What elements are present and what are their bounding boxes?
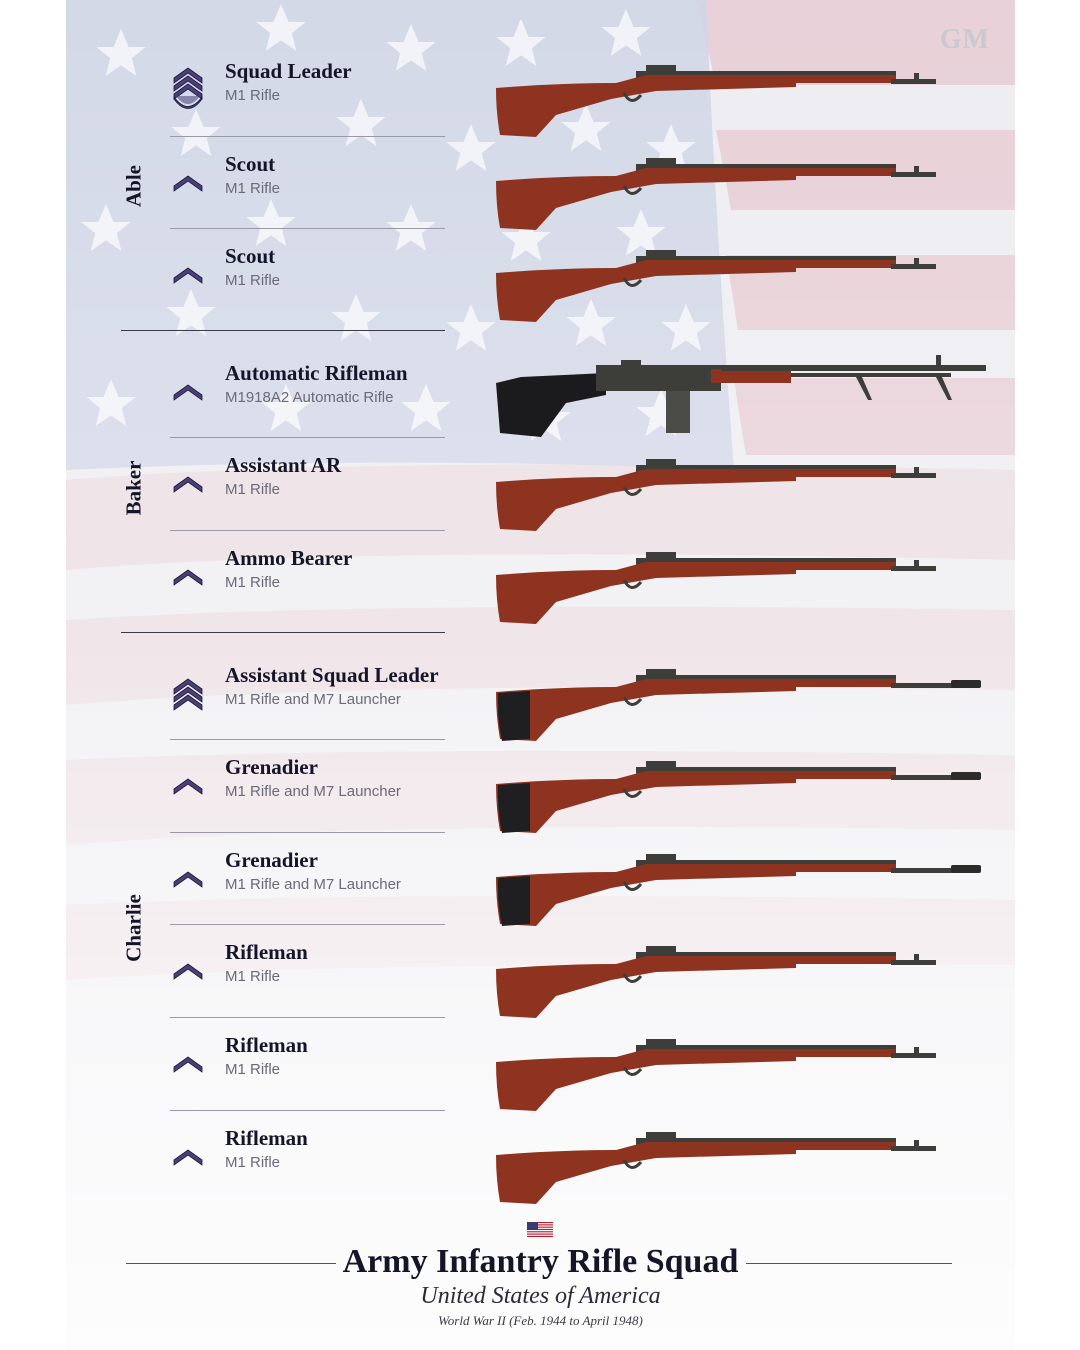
row-divider [170, 437, 445, 438]
automatic-rifle-image [496, 355, 996, 439]
rank-insignia-icon [171, 368, 205, 418]
rank-insignia-icon [171, 1133, 205, 1183]
role-title: Scout [225, 244, 276, 269]
rank-insignia-icon [171, 1040, 205, 1090]
squad-role-row [171, 532, 1015, 624]
role-title: Grenadier [225, 847, 318, 872]
role-title: Squad Leader [225, 59, 352, 83]
m1-rifle-image [496, 1120, 996, 1204]
rifle-with-launcher-image [496, 657, 996, 741]
rank-insignia-icon [171, 947, 205, 997]
m1-rifle-image [496, 238, 996, 322]
role-title: Ammo Bearer [225, 546, 353, 570]
m1-rifle-image [496, 447, 996, 531]
fire-team-label: Charlie [121, 894, 146, 963]
squad-role-row [171, 230, 1015, 322]
poster [66, 0, 1015, 1350]
rank-insignia-icon [171, 670, 205, 720]
role-weapon: M1 Rifle [225, 87, 281, 104]
m1-rifle-image [496, 53, 996, 137]
row-divider [170, 832, 445, 833]
squad-role-row [171, 1112, 1015, 1204]
role-weapon: M1 Rifle and M7 Launcher [225, 690, 401, 708]
rank-insignia-icon [171, 159, 205, 209]
rank-insignia-icon [171, 855, 205, 905]
rifle-with-launcher-image [496, 842, 996, 926]
m1-rifle-image [496, 146, 996, 230]
fire-team-divider [121, 632, 445, 633]
squad-role-row [171, 834, 1015, 926]
role-weapon: M1 Rifle [225, 968, 281, 986]
row-divider [170, 924, 445, 925]
squad-role-row [171, 926, 1015, 1018]
role-weapon: M1918A2 Automatic Rifle [225, 388, 394, 406]
row-divider [170, 228, 445, 229]
role-title: Automatic Rifleman [225, 360, 408, 385]
row-divider [170, 1017, 445, 1018]
squad-role-row [171, 439, 1015, 531]
rank-insignia-icon [171, 66, 205, 116]
m1-rifle-image [496, 540, 996, 624]
role-title: Assistant Squad Leader [225, 662, 439, 687]
role-weapon: M1 Rifle [225, 1153, 281, 1171]
squad-role-row [171, 1019, 1015, 1111]
row-divider [170, 530, 445, 531]
role-title: Rifleman [225, 940, 308, 965]
poster-title: Army Infantry Rifle Squad [342, 1243, 739, 1280]
role-weapon: M1 Rifle [225, 179, 281, 197]
role-weapon: M1 Rifle [225, 1061, 281, 1078]
small-us-flag-icon [527, 1222, 553, 1237]
role-weapon: M1 Rifle [225, 481, 281, 499]
m1-rifle-image [496, 1027, 996, 1111]
rank-insignia-icon [171, 460, 205, 510]
role-title: Scout [225, 151, 276, 176]
fire-team-label: Baker [121, 460, 146, 516]
rifle-with-launcher-image [496, 749, 996, 833]
role-weapon: M1 Rifle [225, 272, 281, 290]
row-divider [170, 136, 445, 137]
squad-role-row [171, 741, 1015, 833]
fire-team-label: Able [121, 164, 146, 207]
fire-team-divider [121, 330, 445, 331]
rank-insignia-icon [171, 251, 205, 301]
poster-subtitle: United States of America [420, 1283, 661, 1309]
watermark-logo: GM [939, 24, 990, 55]
role-weapon: M1 Rifle [225, 574, 281, 591]
row-divider [170, 739, 445, 740]
rank-insignia-icon [171, 762, 205, 812]
squad-role-row [171, 138, 1015, 230]
m1-rifle-image [496, 934, 996, 1018]
role-title: Rifleman [225, 1125, 308, 1150]
rank-insignia-icon [171, 553, 205, 603]
row-divider [170, 1110, 445, 1111]
squad-role-row [171, 649, 1015, 741]
poster-dates: World War II (Feb. 1944 to April 1948) [438, 1313, 643, 1328]
role-title: Assistant AR [225, 453, 342, 478]
role-weapon: M1 Rifle and M7 Launcher [225, 783, 401, 801]
squad-role-row [171, 347, 1015, 439]
role-title: Rifleman [225, 1033, 308, 1057]
role-weapon: M1 Rifle and M7 Launcher [225, 875, 401, 893]
role-title: Grenadier [225, 755, 318, 780]
squad-role-row [171, 45, 1015, 137]
